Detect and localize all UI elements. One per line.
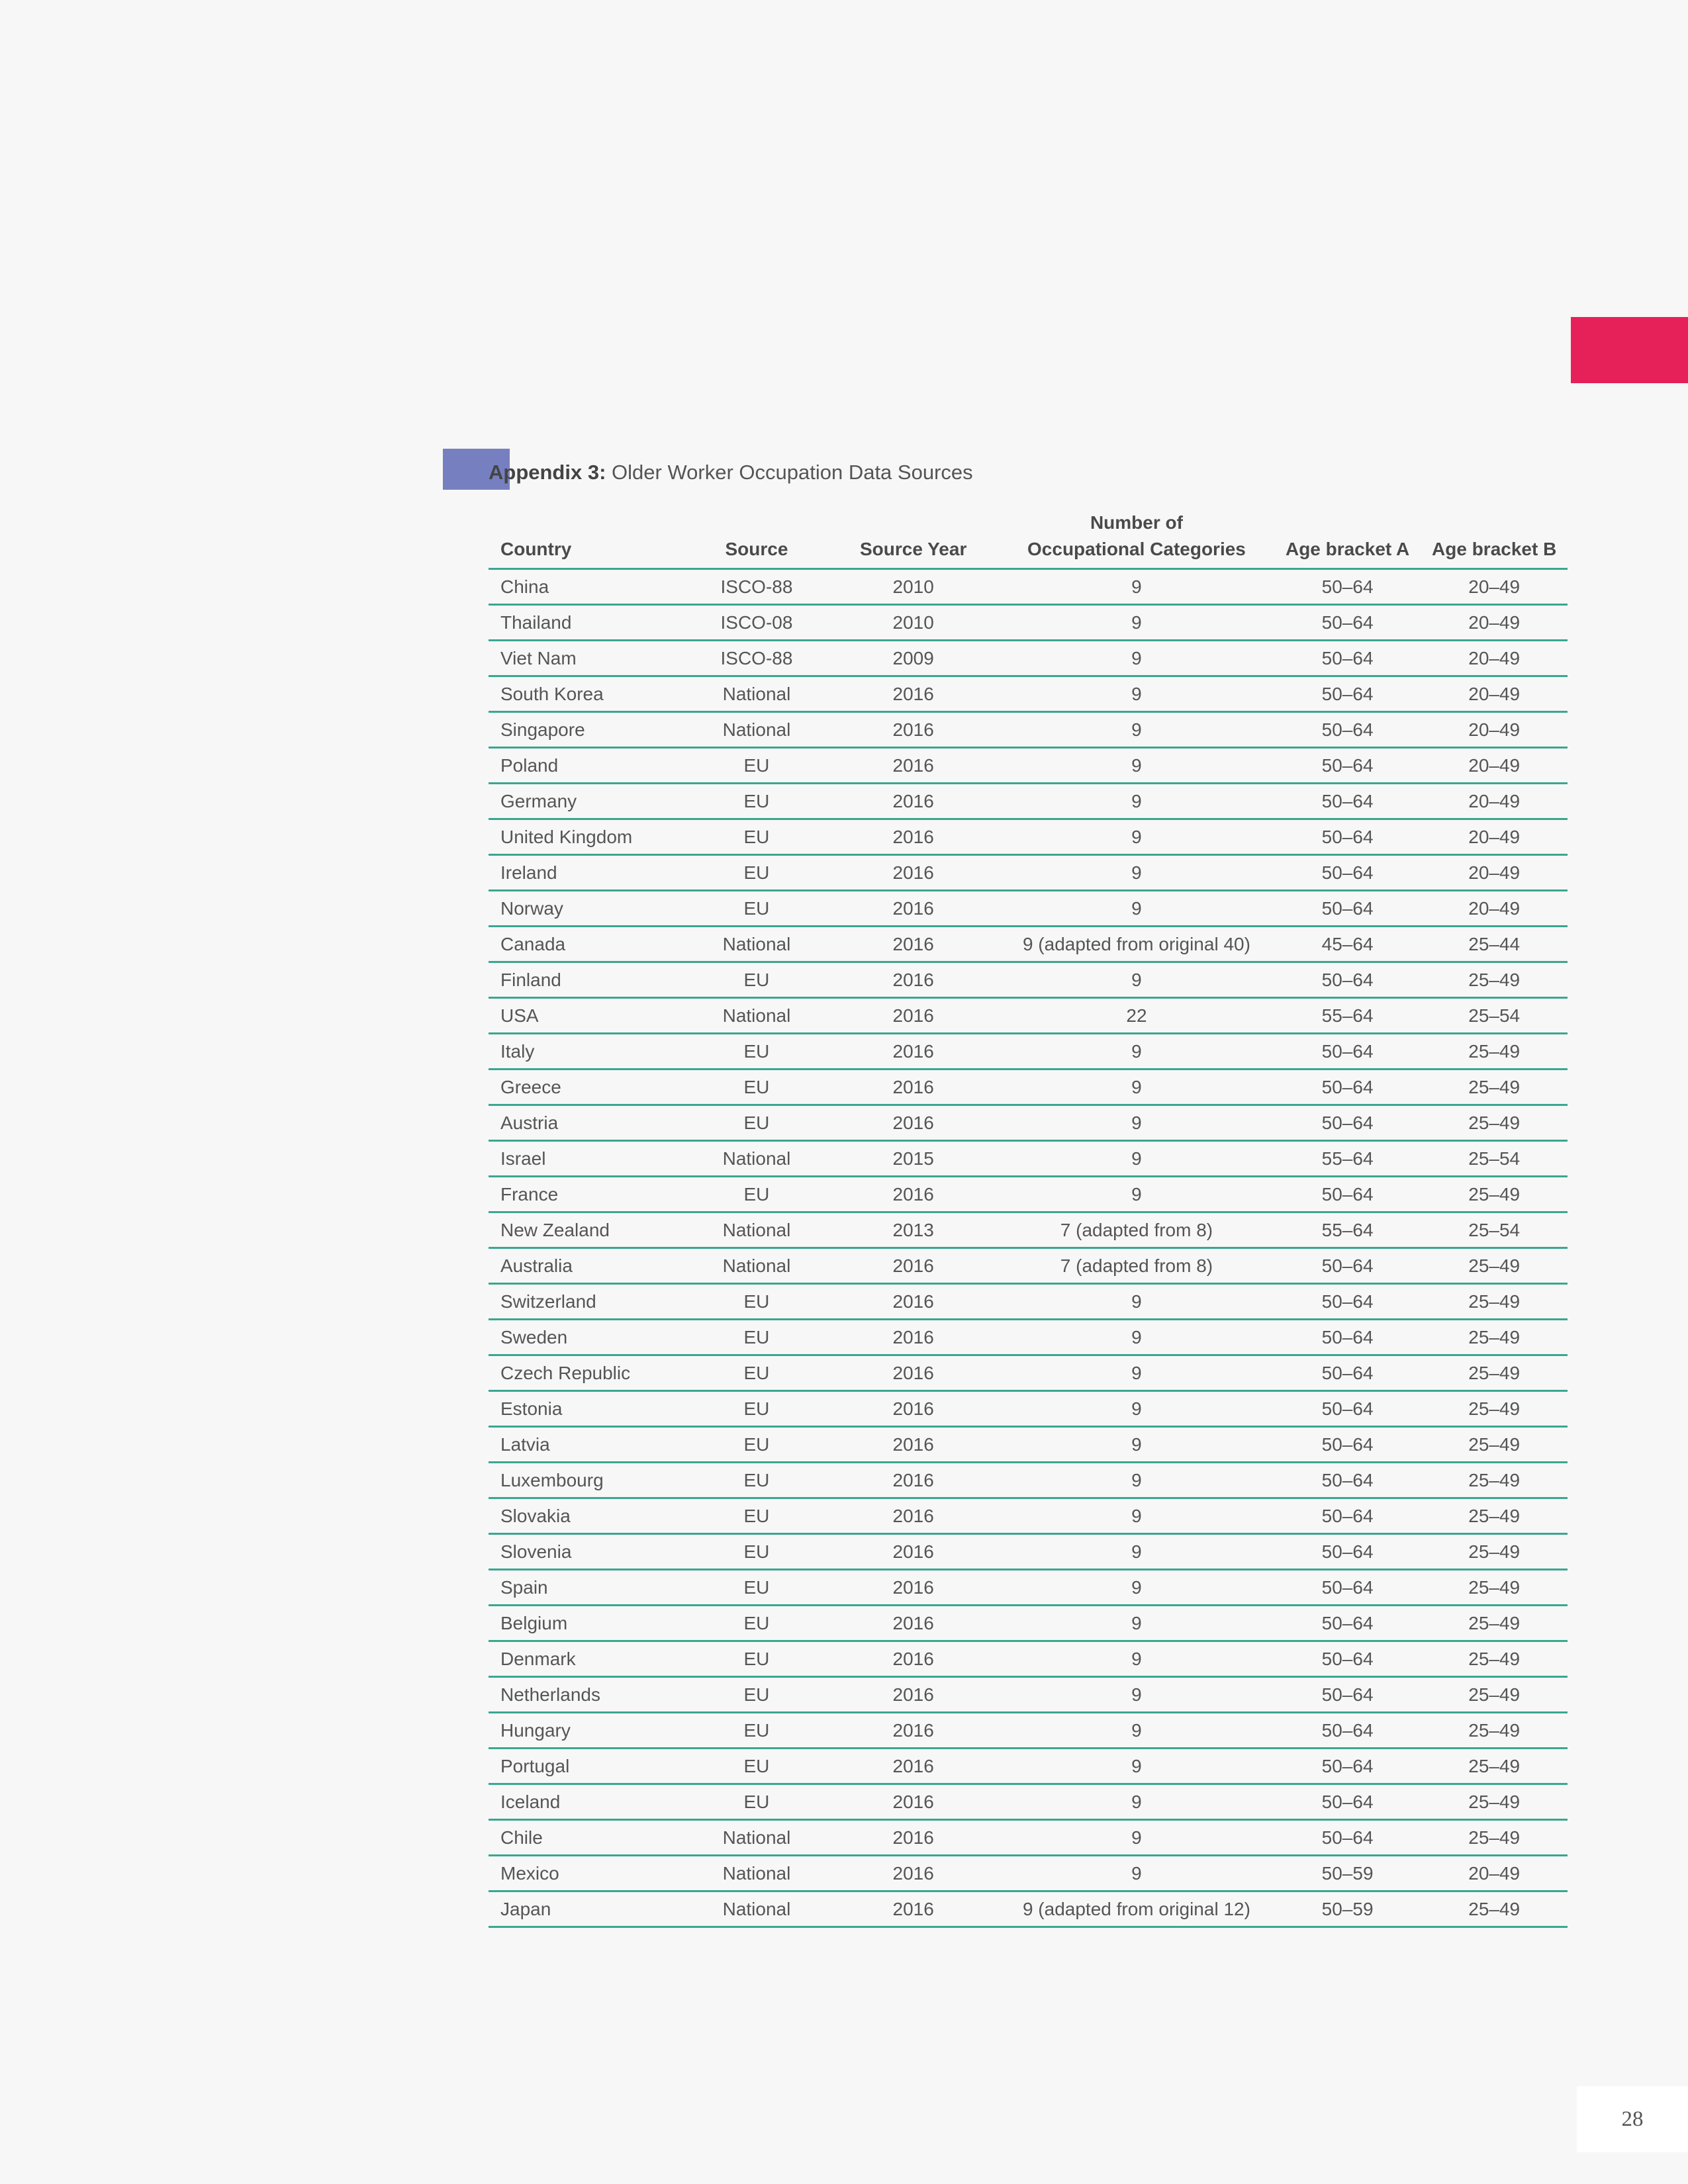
cell-source-year: 2016 [827, 1534, 999, 1570]
cell-age-bracket-b: 20–49 [1421, 855, 1568, 891]
cell-source-year: 2016 [827, 748, 999, 784]
cell-source-year: 2016 [827, 1427, 999, 1463]
cell-country: USA [489, 998, 686, 1034]
cell-age-bracket-a: 50–64 [1274, 819, 1421, 855]
cell-age-bracket-a: 50–64 [1274, 1391, 1421, 1427]
cell-source-year: 2016 [827, 1320, 999, 1355]
cell-age-bracket-a: 50–64 [1274, 1641, 1421, 1677]
cell-source-year: 2016 [827, 891, 999, 927]
table-row [489, 1856, 1568, 1891]
cell-age-bracket-b: 25–49 [1421, 1606, 1568, 1641]
cell-source-year: 2016 [827, 819, 999, 855]
cell-occupational-categories: 9 [999, 819, 1274, 855]
cell-source-year: 2016 [827, 927, 999, 962]
cell-age-bracket-b: 25–49 [1421, 962, 1568, 998]
cell-source: National [686, 998, 828, 1034]
cell-source: EU [686, 1641, 828, 1677]
header-source: Source [686, 510, 828, 569]
cell-age-bracket-a: 50–64 [1274, 1427, 1421, 1463]
table-row [489, 605, 1568, 641]
table-row [489, 1355, 1568, 1391]
cell-source: National [686, 1212, 828, 1248]
cell-country: Czech Republic [489, 1355, 686, 1391]
table-row [489, 1749, 1568, 1784]
cell-age-bracket-a: 50–64 [1274, 1498, 1421, 1534]
cell-age-bracket-a: 55–64 [1274, 998, 1421, 1034]
cell-age-bracket-a: 50–64 [1274, 1463, 1421, 1498]
cell-occupational-categories: 9 (adapted from original 12) [999, 1891, 1274, 1927]
cell-occupational-categories: 9 [999, 748, 1274, 784]
cell-age-bracket-a: 50–64 [1274, 1320, 1421, 1355]
cell-country: Germany [489, 784, 686, 819]
cell-source-year: 2016 [827, 1713, 999, 1749]
cell-source-year: 2016 [827, 1391, 999, 1427]
table-row [489, 1570, 1568, 1606]
cell-age-bracket-b: 20–49 [1421, 891, 1568, 927]
header-number-of-categories [999, 510, 1274, 569]
cell-country: Sweden [489, 1320, 686, 1355]
cell-source: EU [686, 1463, 828, 1498]
cell-age-bracket-b: 20–49 [1421, 605, 1568, 641]
cell-age-bracket-b: 25–49 [1421, 1713, 1568, 1749]
cell-source-year: 2009 [827, 641, 999, 676]
cell-country: Portugal [489, 1749, 686, 1784]
cell-age-bracket-b: 20–49 [1421, 569, 1568, 605]
cell-source: EU [686, 1069, 828, 1105]
cell-occupational-categories: 9 [999, 1641, 1274, 1677]
cell-occupational-categories: 9 [999, 1713, 1274, 1749]
table-row [489, 641, 1568, 676]
table-row [489, 1141, 1568, 1177]
cell-occupational-categories: 9 [999, 1105, 1274, 1141]
cell-source: EU [686, 891, 828, 927]
cell-occupational-categories: 9 (adapted from original 40) [999, 927, 1274, 962]
cell-age-bracket-a: 50–64 [1274, 1820, 1421, 1856]
cell-source-year: 2016 [827, 1677, 999, 1713]
cell-country: Spain [489, 1570, 686, 1606]
cell-source: EU [686, 1784, 828, 1820]
cell-age-bracket-a: 50–64 [1274, 676, 1421, 712]
cell-age-bracket-b: 25–49 [1421, 1749, 1568, 1784]
cell-source-year: 2016 [827, 1820, 999, 1856]
cell-age-bracket-b: 25–49 [1421, 1177, 1568, 1212]
cell-occupational-categories: 7 (adapted from 8) [999, 1212, 1274, 1248]
cell-source: EU [686, 1534, 828, 1570]
header-age-bracket-a: Age bracket A [1274, 510, 1421, 569]
cell-age-bracket-a: 55–64 [1274, 1141, 1421, 1177]
cell-occupational-categories: 9 [999, 1570, 1274, 1606]
cell-occupational-categories: 9 [999, 1069, 1274, 1105]
cell-occupational-categories: 9 [999, 1355, 1274, 1391]
cell-source-year: 2016 [827, 784, 999, 819]
cell-age-bracket-b: 25–49 [1421, 1427, 1568, 1463]
cell-age-bracket-a: 50–64 [1274, 1355, 1421, 1391]
cell-source-year: 2016 [827, 1641, 999, 1677]
page-number: 28 [1621, 2107, 1644, 2131]
cell-occupational-categories: 9 [999, 1391, 1274, 1427]
cell-source: EU [686, 1177, 828, 1212]
cell-source-year: 2016 [827, 962, 999, 998]
cell-age-bracket-b: 25–49 [1421, 1391, 1568, 1427]
cell-source: EU [686, 855, 828, 891]
cell-occupational-categories: 9 [999, 1820, 1274, 1856]
cell-source: EU [686, 1713, 828, 1749]
cell-country: Israel [489, 1141, 686, 1177]
cell-source: EU [686, 1570, 828, 1606]
cell-age-bracket-a: 50–64 [1274, 1105, 1421, 1141]
table-row [489, 1034, 1568, 1069]
cell-country: Norway [489, 891, 686, 927]
cell-occupational-categories: 9 [999, 1141, 1274, 1177]
table-row [489, 784, 1568, 819]
cell-source-year: 2016 [827, 1749, 999, 1784]
cell-occupational-categories: 9 [999, 1284, 1274, 1320]
cell-source: EU [686, 1391, 828, 1427]
cell-source: National [686, 1891, 828, 1927]
cell-country: Slovakia [489, 1498, 686, 1534]
table-row [489, 569, 1568, 605]
cell-country: Denmark [489, 1641, 686, 1677]
cell-source-year: 2016 [827, 1069, 999, 1105]
cell-age-bracket-b: 25–49 [1421, 1463, 1568, 1498]
cell-age-bracket-a: 45–64 [1274, 927, 1421, 962]
cell-age-bracket-a: 50–64 [1274, 569, 1421, 605]
cell-source: EU [686, 1034, 828, 1069]
cell-country: South Korea [489, 676, 686, 712]
cell-age-bracket-b: 25–49 [1421, 1069, 1568, 1105]
table-row [489, 962, 1568, 998]
cell-age-bracket-a: 50–64 [1274, 1177, 1421, 1212]
appendix-title-text: Older Worker Occupation Data Sources [612, 461, 973, 484]
cell-occupational-categories: 9 [999, 962, 1274, 998]
cell-source-year: 2016 [827, 1177, 999, 1212]
table-row [489, 1463, 1568, 1498]
cell-source: EU [686, 748, 828, 784]
table-body [489, 569, 1568, 1927]
cell-age-bracket-b: 25–49 [1421, 1820, 1568, 1856]
header-number-line2: Occupational Categories [1027, 539, 1246, 559]
cell-age-bracket-b: 20–49 [1421, 1856, 1568, 1891]
cell-age-bracket-b: 25–49 [1421, 1891, 1568, 1927]
cell-age-bracket-a: 50–64 [1274, 641, 1421, 676]
table-row [489, 1498, 1568, 1534]
table-row [489, 1320, 1568, 1355]
cell-source-year: 2016 [827, 1856, 999, 1891]
cell-source-year: 2016 [827, 998, 999, 1034]
cell-age-bracket-a: 50–64 [1274, 1784, 1421, 1820]
cell-age-bracket-b: 20–49 [1421, 819, 1568, 855]
cell-source-year: 2016 [827, 1606, 999, 1641]
cell-country: Slovenia [489, 1534, 686, 1570]
cell-source-year: 2016 [827, 1784, 999, 1820]
cell-age-bracket-a: 50–64 [1274, 748, 1421, 784]
cell-country: Singapore [489, 712, 686, 748]
cell-source: ISCO-88 [686, 641, 828, 676]
cell-source: National [686, 1856, 828, 1891]
table-row [489, 1677, 1568, 1713]
table-row [489, 1427, 1568, 1463]
cell-country: Hungary [489, 1713, 686, 1749]
cell-occupational-categories: 9 [999, 1749, 1274, 1784]
cell-occupational-categories: 9 [999, 891, 1274, 927]
cell-country: Italy [489, 1034, 686, 1069]
cell-age-bracket-a: 50–59 [1274, 1891, 1421, 1927]
cell-age-bracket-a: 50–59 [1274, 1856, 1421, 1891]
cell-source: EU [686, 1427, 828, 1463]
cell-country: Mexico [489, 1856, 686, 1891]
cell-source: EU [686, 1284, 828, 1320]
data-sources-table [489, 510, 1568, 1928]
cell-source-year: 2016 [827, 676, 999, 712]
cell-age-bracket-b: 25–49 [1421, 1248, 1568, 1284]
cell-age-bracket-a: 50–64 [1274, 1713, 1421, 1749]
cell-country: Thailand [489, 605, 686, 641]
cell-country: Belgium [489, 1606, 686, 1641]
cell-source-year: 2016 [827, 1248, 999, 1284]
table-row [489, 1391, 1568, 1427]
cell-age-bracket-a: 50–64 [1274, 1284, 1421, 1320]
cell-source: National [686, 927, 828, 962]
table-row [489, 819, 1568, 855]
table-row [489, 1212, 1568, 1248]
cell-age-bracket-a: 50–64 [1274, 1069, 1421, 1105]
cell-age-bracket-a: 50–64 [1274, 855, 1421, 891]
cell-occupational-categories: 9 [999, 1427, 1274, 1463]
cell-country: New Zealand [489, 1212, 686, 1248]
table-row [489, 676, 1568, 712]
cell-age-bracket-a: 50–64 [1274, 891, 1421, 927]
cell-country: France [489, 1177, 686, 1212]
cell-age-bracket-b: 25–49 [1421, 1784, 1568, 1820]
cell-source: EU [686, 962, 828, 998]
table-row [489, 1820, 1568, 1856]
cell-occupational-categories: 9 [999, 1177, 1274, 1212]
cell-country: Viet Nam [489, 641, 686, 676]
cell-occupational-categories: 9 [999, 1320, 1274, 1355]
cell-source: EU [686, 784, 828, 819]
cell-source-year: 2016 [827, 1284, 999, 1320]
cell-occupational-categories: 7 (adapted from 8) [999, 1248, 1274, 1284]
cell-age-bracket-b: 25–49 [1421, 1355, 1568, 1391]
table-row [489, 1284, 1568, 1320]
cell-country: Finland [489, 962, 686, 998]
cell-source: National [686, 1820, 828, 1856]
cell-occupational-categories: 9 [999, 605, 1274, 641]
cell-occupational-categories: 9 [999, 1677, 1274, 1713]
cell-occupational-categories: 22 [999, 998, 1274, 1034]
cell-source: EU [686, 1749, 828, 1784]
cell-occupational-categories: 9 [999, 1856, 1274, 1891]
cell-age-bracket-b: 25–49 [1421, 1034, 1568, 1069]
header-number-line1: Number of [1090, 512, 1183, 533]
cell-occupational-categories: 9 [999, 1498, 1274, 1534]
cell-age-bracket-b: 20–49 [1421, 712, 1568, 748]
cell-occupational-categories: 9 [999, 1034, 1274, 1069]
cell-occupational-categories: 9 [999, 569, 1274, 605]
cell-age-bracket-a: 50–64 [1274, 605, 1421, 641]
cell-source-year: 2013 [827, 1212, 999, 1248]
cell-country: Canada [489, 927, 686, 962]
cell-occupational-categories: 9 [999, 676, 1274, 712]
cell-country: Australia [489, 1248, 686, 1284]
cell-source: EU [686, 1320, 828, 1355]
header-source-year: Source Year [827, 510, 999, 569]
table-row [489, 1105, 1568, 1141]
table-row [489, 1248, 1568, 1284]
cell-country: Chile [489, 1820, 686, 1856]
table-row [489, 1784, 1568, 1820]
appendix-title [489, 461, 973, 484]
cell-source-year: 2016 [827, 1034, 999, 1069]
cell-age-bracket-a: 50–64 [1274, 712, 1421, 748]
table-row [489, 748, 1568, 784]
cell-age-bracket-a: 50–64 [1274, 962, 1421, 998]
cell-age-bracket-b: 20–49 [1421, 748, 1568, 784]
cell-source-year: 2010 [827, 605, 999, 641]
cell-country: Greece [489, 1069, 686, 1105]
cell-source: ISCO-88 [686, 569, 828, 605]
cell-occupational-categories: 9 [999, 712, 1274, 748]
cell-source: National [686, 1248, 828, 1284]
cell-age-bracket-b: 25–49 [1421, 1105, 1568, 1141]
cell-age-bracket-b: 25–44 [1421, 927, 1568, 962]
cell-occupational-categories: 9 [999, 641, 1274, 676]
table-row [489, 891, 1568, 927]
cell-country: Ireland [489, 855, 686, 891]
cell-occupational-categories: 9 [999, 1606, 1274, 1641]
table-row [489, 1713, 1568, 1749]
cell-occupational-categories: 9 [999, 784, 1274, 819]
cell-age-bracket-b: 25–49 [1421, 1677, 1568, 1713]
table-row [489, 1641, 1568, 1677]
cell-age-bracket-a: 50–64 [1274, 1677, 1421, 1713]
cell-source: National [686, 1141, 828, 1177]
table-row [489, 1534, 1568, 1570]
cell-age-bracket-b: 25–49 [1421, 1284, 1568, 1320]
cell-source-year: 2015 [827, 1141, 999, 1177]
cell-age-bracket-b: 25–49 [1421, 1570, 1568, 1606]
table-row [489, 855, 1568, 891]
cell-age-bracket-a: 50–64 [1274, 1534, 1421, 1570]
table-row [489, 1177, 1568, 1212]
cell-age-bracket-b: 25–54 [1421, 998, 1568, 1034]
section-color-tab [1571, 317, 1688, 383]
cell-source-year: 2010 [827, 569, 999, 605]
cell-age-bracket-b: 25–49 [1421, 1641, 1568, 1677]
cell-source: EU [686, 1498, 828, 1534]
cell-source: EU [686, 1677, 828, 1713]
cell-source-year: 2016 [827, 712, 999, 748]
cell-source: ISCO-08 [686, 605, 828, 641]
cell-country: Latvia [489, 1427, 686, 1463]
cell-age-bracket-b: 25–54 [1421, 1212, 1568, 1248]
cell-country: United Kingdom [489, 819, 686, 855]
cell-source-year: 2016 [827, 1105, 999, 1141]
cell-source-year: 2016 [827, 1570, 999, 1606]
cell-age-bracket-b: 20–49 [1421, 784, 1568, 819]
cell-source: National [686, 676, 828, 712]
table-row [489, 1891, 1568, 1927]
cell-age-bracket-b: 20–49 [1421, 641, 1568, 676]
table-header-row [489, 510, 1568, 569]
cell-country: Austria [489, 1105, 686, 1141]
cell-age-bracket-b: 25–49 [1421, 1498, 1568, 1534]
cell-source-year: 2016 [827, 1355, 999, 1391]
cell-source: EU [686, 1355, 828, 1391]
cell-age-bracket-b: 25–49 [1421, 1534, 1568, 1570]
page-number-box [1577, 2086, 1688, 2152]
cell-age-bracket-a: 50–64 [1274, 1749, 1421, 1784]
table-row [489, 712, 1568, 748]
cell-source: EU [686, 1105, 828, 1141]
header-age-bracket-b: Age bracket B [1421, 510, 1568, 569]
cell-country: Japan [489, 1891, 686, 1927]
cell-occupational-categories: 9 [999, 1463, 1274, 1498]
cell-source-year: 2016 [827, 1498, 999, 1534]
cell-age-bracket-a: 50–64 [1274, 784, 1421, 819]
cell-country: Netherlands [489, 1677, 686, 1713]
cell-source-year: 2016 [827, 1891, 999, 1927]
cell-country: Estonia [489, 1391, 686, 1427]
cell-age-bracket-b: 20–49 [1421, 676, 1568, 712]
cell-occupational-categories: 9 [999, 1784, 1274, 1820]
cell-country: Luxembourg [489, 1463, 686, 1498]
cell-country: Switzerland [489, 1284, 686, 1320]
table-row [489, 1606, 1568, 1641]
cell-source-year: 2016 [827, 1463, 999, 1498]
cell-occupational-categories: 9 [999, 1534, 1274, 1570]
cell-source: EU [686, 819, 828, 855]
cell-country: China [489, 569, 686, 605]
cell-age-bracket-b: 25–54 [1421, 1141, 1568, 1177]
cell-occupational-categories: 9 [999, 855, 1274, 891]
cell-age-bracket-a: 50–64 [1274, 1248, 1421, 1284]
cell-source: National [686, 712, 828, 748]
cell-age-bracket-a: 50–64 [1274, 1034, 1421, 1069]
cell-country: Iceland [489, 1784, 686, 1820]
cell-age-bracket-a: 50–64 [1274, 1606, 1421, 1641]
cell-source-year: 2016 [827, 855, 999, 891]
cell-age-bracket-a: 50–64 [1274, 1570, 1421, 1606]
cell-country: Poland [489, 748, 686, 784]
appendix-label: Appendix 3: [489, 461, 606, 484]
table-row [489, 927, 1568, 962]
header-country: Country [489, 510, 686, 569]
cell-source: EU [686, 1606, 828, 1641]
cell-age-bracket-a: 55–64 [1274, 1212, 1421, 1248]
cell-age-bracket-b: 25–49 [1421, 1320, 1568, 1355]
table-row [489, 998, 1568, 1034]
table-row [489, 1069, 1568, 1105]
